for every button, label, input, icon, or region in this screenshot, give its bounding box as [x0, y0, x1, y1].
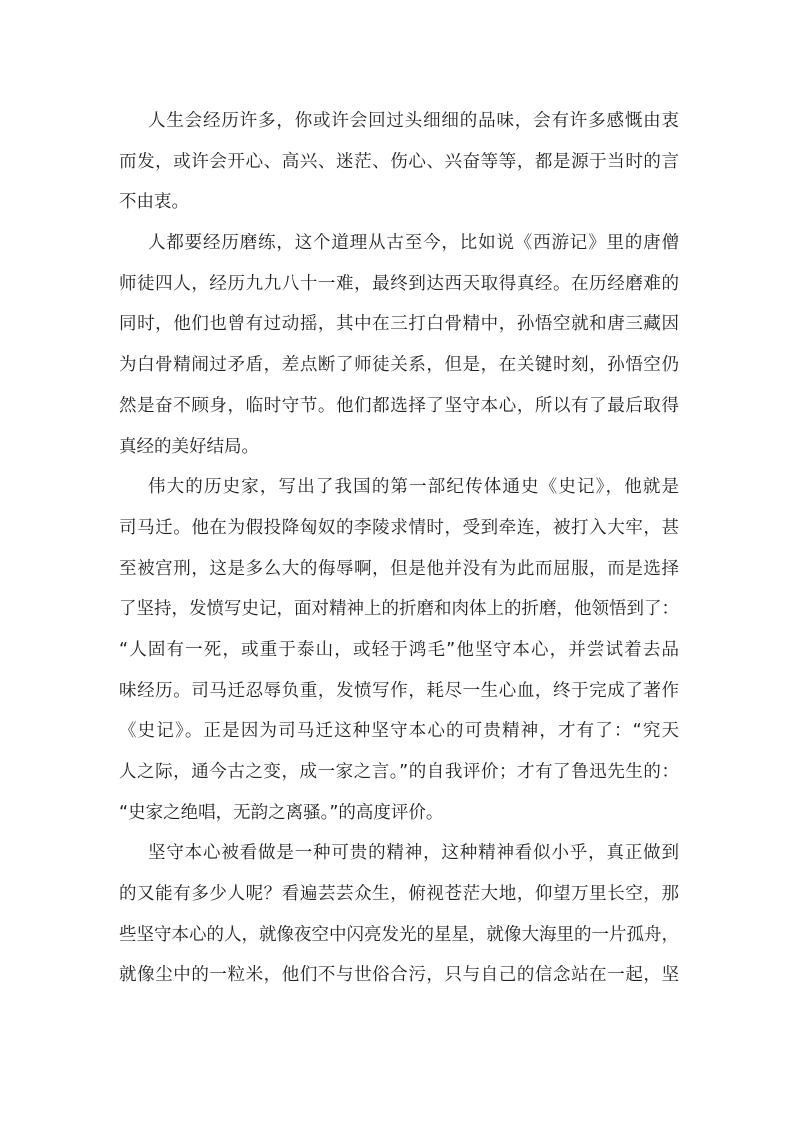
- text-line: 然是奋不顾身，临时守节。他们都选择了坚守本心，所以有了最后取得: [119, 395, 679, 416]
- text-line: 为白骨精闹过矛盾，差点断了师徒关系，但是，在关键时刻，孙悟空仍: [119, 355, 679, 376]
- paragraph: [119, 101, 679, 223]
- text-line: 就像尘中的一粒米，他们不与世俗合污，只与自己的信念站在一起，坚: [119, 965, 679, 986]
- text-line: 至被宫刑，这是多么大的侮辱啊，但是他并没有为此而屈服，而是选择: [119, 558, 679, 579]
- text-line: 了坚持，发愤写史记，面对精神上的折磨和肉体上的折磨，他领悟到了：: [119, 599, 679, 620]
- text-line: 司马迁。他在为假投降匈奴的李陵求情时，受到牵连，被打入大牢，甚: [119, 517, 679, 538]
- text-line: 人都要经历磨练，这个道理从古至今，比如说《西游记》里的唐僧: [148, 233, 679, 254]
- paragraph: [119, 223, 679, 467]
- paragraph: [119, 833, 679, 996]
- text-line: 《史记》。正是因为司马迁这种坚守本心的可贵精神，才有了：“究天: [119, 721, 679, 742]
- text-line: 坚守本心被看做是一种可贵的精神，这种精神看似小乎，真正做到: [148, 843, 679, 864]
- text-line: 同时，他们也曾有过动摇，其中在三打白骨精中，孙悟空就和唐三藏因: [119, 314, 679, 335]
- text-line: 味经历。司马迁忍辱负重，发愤写作，耗尽一生心血，终于完成了著作: [119, 680, 679, 701]
- text-line: “人固有一死，或重于泰山，或轻于鸿毛”他坚守本心，并尝试着去品: [119, 639, 679, 660]
- text-line: 些坚守本心的人，就像夜空中闪亮发光的星星，就像大海里的一片孤舟，: [119, 924, 679, 945]
- text-line: 人生会经历许多，你或许会回过头细细的品味，会有许多感慨由衷: [148, 111, 679, 131]
- text-line: 而发，或许会开心、高兴、迷茫、伤心、兴奋等等，都是源于当时的言: [119, 151, 679, 172]
- text-line: 师徒四人，经历九九八十一难，最终到达西天取得真经。在历经磨难的: [119, 273, 679, 294]
- paragraph: [119, 467, 679, 833]
- text-line: 的又能有多少人呢？看遍芸芸众生，俯视苍茫大地，仰望万里长空，那: [119, 884, 679, 905]
- text-line: 真经的美好结局。: [119, 436, 259, 457]
- text-line: 人之际，通今古之变，成一家之言。”的自我评价；才有了鲁迅先生的：: [119, 762, 679, 782]
- text-line: 不由衷。: [119, 192, 189, 213]
- text-line: “史家之绝唱，无韵之离骚。”的高度评价。: [119, 802, 444, 823]
- document-body: [119, 101, 679, 996]
- text-line: 伟大的历史家，写出了我国的第一部纪传体通史《史记》，他就是: [148, 477, 679, 498]
